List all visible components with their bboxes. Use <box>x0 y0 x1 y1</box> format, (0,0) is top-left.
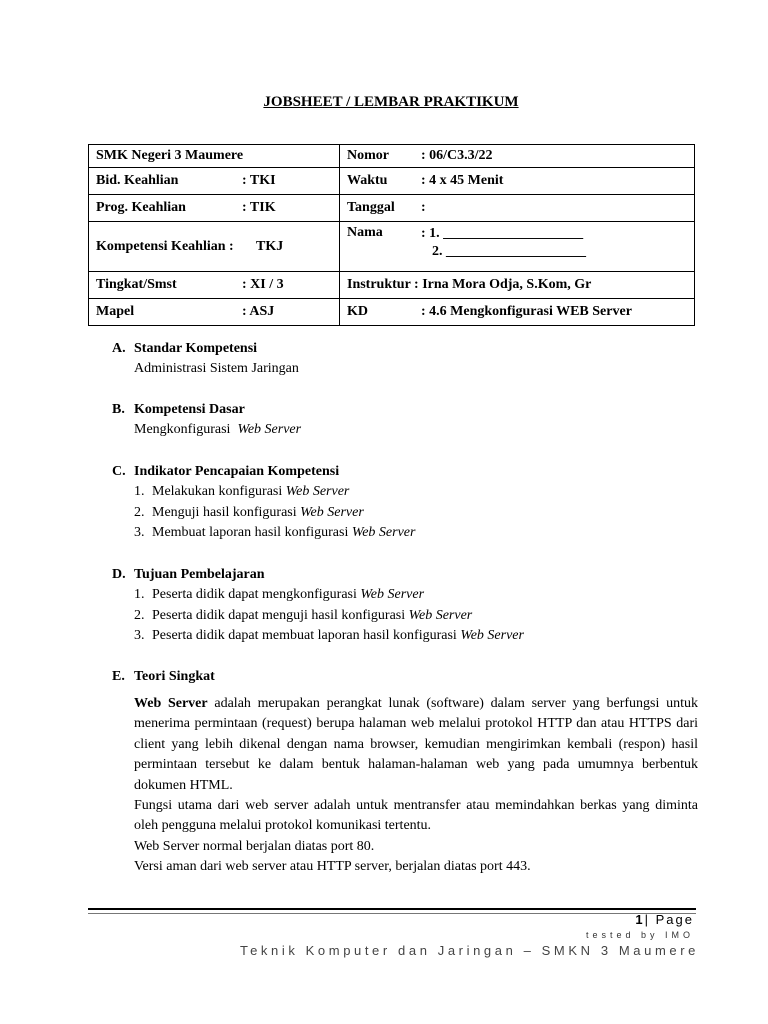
section-title: Teori Singkat <box>134 669 215 684</box>
school-cell <box>89 145 340 168</box>
info-row <box>89 195 695 222</box>
section-letter: E. <box>112 669 125 684</box>
section-letter: D. <box>112 567 126 582</box>
prog-value: : TIK <box>242 200 276 215</box>
section-heading <box>112 462 702 482</box>
footer-divider <box>88 908 696 910</box>
list-item <box>112 523 702 544</box>
section-text: Administrasi Sistem Jaringan <box>134 361 299 376</box>
page-number-value: 1 <box>635 912 645 927</box>
nomor-label: Nomor <box>347 148 389 163</box>
paragraph: Web Server normal berjalan diatas port 80. <box>134 838 375 854</box>
section-heading <box>112 667 702 687</box>
list-text: Menguji hasil konfigurasi <box>152 504 297 520</box>
list-item <box>112 606 702 627</box>
instruktur-cell <box>340 272 695 299</box>
nama-label: Nama <box>347 225 383 240</box>
tanggal-label: Tanggal <box>347 200 395 215</box>
list-number: 3. <box>134 628 145 643</box>
section-title: Kompetensi Dasar <box>134 402 245 417</box>
list-text: Peserta didik dapat mengkonfigurasi <box>152 587 357 602</box>
footer-school: Teknik Komputer dan Jaringan – SMKN 3 Maumere <box>240 943 699 958</box>
tanggal-value: : <box>421 200 426 215</box>
info-row <box>89 168 695 195</box>
section-letter: B. <box>112 402 125 417</box>
list-text: Melakukan konfigurasi <box>152 484 283 499</box>
section-c <box>112 462 702 544</box>
section-letter: C. <box>112 464 126 479</box>
section-heading <box>112 565 702 585</box>
waktu-label: Waktu <box>347 173 388 188</box>
instruktur-label: Instruktur : <box>347 277 419 292</box>
nomor-value: : 06/C3.3/22 <box>421 148 493 163</box>
list-number: 1. <box>134 587 145 602</box>
kompetensi-label: Kompetensi Keahlian : <box>96 238 234 254</box>
section-e <box>112 667 702 687</box>
section-b <box>112 400 702 441</box>
list-item <box>112 585 702 606</box>
paragraph-bold: Web Server <box>134 696 208 711</box>
section-d <box>112 565 702 647</box>
info-row <box>89 145 695 168</box>
nomor-cell <box>340 145 695 168</box>
list-text-em: Web Server <box>351 525 416 540</box>
list-text: Membuat laporan hasil konfigurasi <box>152 525 349 540</box>
nama-line-1: : 1. ____________________ <box>421 226 584 241</box>
section-text <box>112 420 702 441</box>
tanggal-cell <box>340 195 695 222</box>
nama-lines <box>421 225 586 261</box>
section-heading <box>112 339 702 359</box>
kompetensi-value: TKJ <box>256 238 284 254</box>
prog-cell <box>89 195 340 222</box>
kompetensi-cell <box>89 222 340 272</box>
list-number: 1. <box>134 484 145 499</box>
nama-wrap <box>347 225 687 261</box>
mapel-cell <box>89 299 340 326</box>
list-text-em: Web Server <box>460 628 524 643</box>
mapel-value: : ASJ <box>242 304 275 319</box>
list-text: Peserta didik dapat membuat laporan hasil konfigurasi <box>152 628 457 643</box>
nama-cell <box>340 222 695 272</box>
school-name: SMK Negeri 3 Maumere <box>96 148 244 163</box>
info-table <box>88 144 695 326</box>
section-title: Indikator Pencapaian Kompetensi <box>134 464 340 479</box>
kd-cell <box>340 299 695 326</box>
paragraph <box>134 694 698 796</box>
teori-paragraphs <box>134 694 698 878</box>
list-text-em: Web Server <box>300 504 364 520</box>
list-text-em: Web Server <box>408 607 473 623</box>
paragraph-text: adalah merupakan perangkat lunak (software) dalam server yang berfungsi untuk menerima permintaan (request) berupa halaman web melalui protokol HTTP dan atau HTTPS dari client yang lebih dikenal dengan nama browser, kemudian mengirimkan kembali (respon) hasil permintaan tersebut ke dalam bentuk halaman-halaman web yang pada umumnya berbentuk dokumen HTML. <box>134 696 699 793</box>
bid-cell <box>89 168 340 195</box>
tingkat-value: : XI / 3 <box>242 277 284 292</box>
kd-value: : 4.6 Mengkonfigurasi WEB Server <box>421 304 632 319</box>
waktu-cell <box>340 168 695 195</box>
tingkat-cell <box>89 272 340 299</box>
list-text-em: Web Server <box>285 484 350 499</box>
footer-divider-thin <box>88 913 696 914</box>
section-a <box>112 339 702 380</box>
waktu-value: : 4 x 45 Menit <box>421 173 504 188</box>
bid-label: Bid. Keahlian <box>96 173 179 188</box>
section-heading <box>112 400 702 420</box>
info-row <box>89 222 695 272</box>
list-number: 2. <box>134 504 145 520</box>
list-text-em: Web Server <box>360 587 425 602</box>
kd-label: KD <box>347 304 368 319</box>
page-label: | Page <box>644 912 694 927</box>
info-row <box>89 272 695 299</box>
paragraph: Fungsi utama dari web server adalah untuk mentransfer atau memindahkan berkas yang diminta oleh pengguna melalui protokol komunikasi tertentu. <box>134 798 698 834</box>
info-row <box>89 299 695 326</box>
tested-by: tested by IMO <box>585 930 694 940</box>
section-title: Standar Kompetensi <box>134 341 258 356</box>
mapel-label: Mapel <box>96 304 135 319</box>
list-number: 2. <box>134 607 145 623</box>
section-letter: A. <box>112 341 126 356</box>
nama-line-2: 2. ____________________ <box>432 244 586 259</box>
page-title: JOBSHEET / LEMBAR PRAKTIKUM <box>263 94 519 110</box>
section-text-em: Web Server <box>237 422 302 437</box>
prog-label: Prog. Keahlian <box>96 200 186 215</box>
tingkat-label: Tingkat/Smst <box>96 277 177 292</box>
list-item <box>112 482 702 503</box>
instruktur-value: Irna Mora Odja, S.Kom, Gr <box>422 277 592 292</box>
page-number <box>635 912 694 927</box>
list-item <box>112 503 702 524</box>
list-item <box>112 626 702 647</box>
bid-value: : TKI <box>242 173 276 188</box>
section-text-plain: Mengkonfigurasi <box>134 422 231 437</box>
list-number: 3. <box>134 525 145 540</box>
section-title: Tujuan Pembelajaran <box>134 567 265 582</box>
list-text: Peserta didik dapat menguji hasil konfigurasi <box>152 607 406 623</box>
paragraph: Versi aman dari web server atau HTTP server, berjalan diatas port 443. <box>134 859 531 875</box>
